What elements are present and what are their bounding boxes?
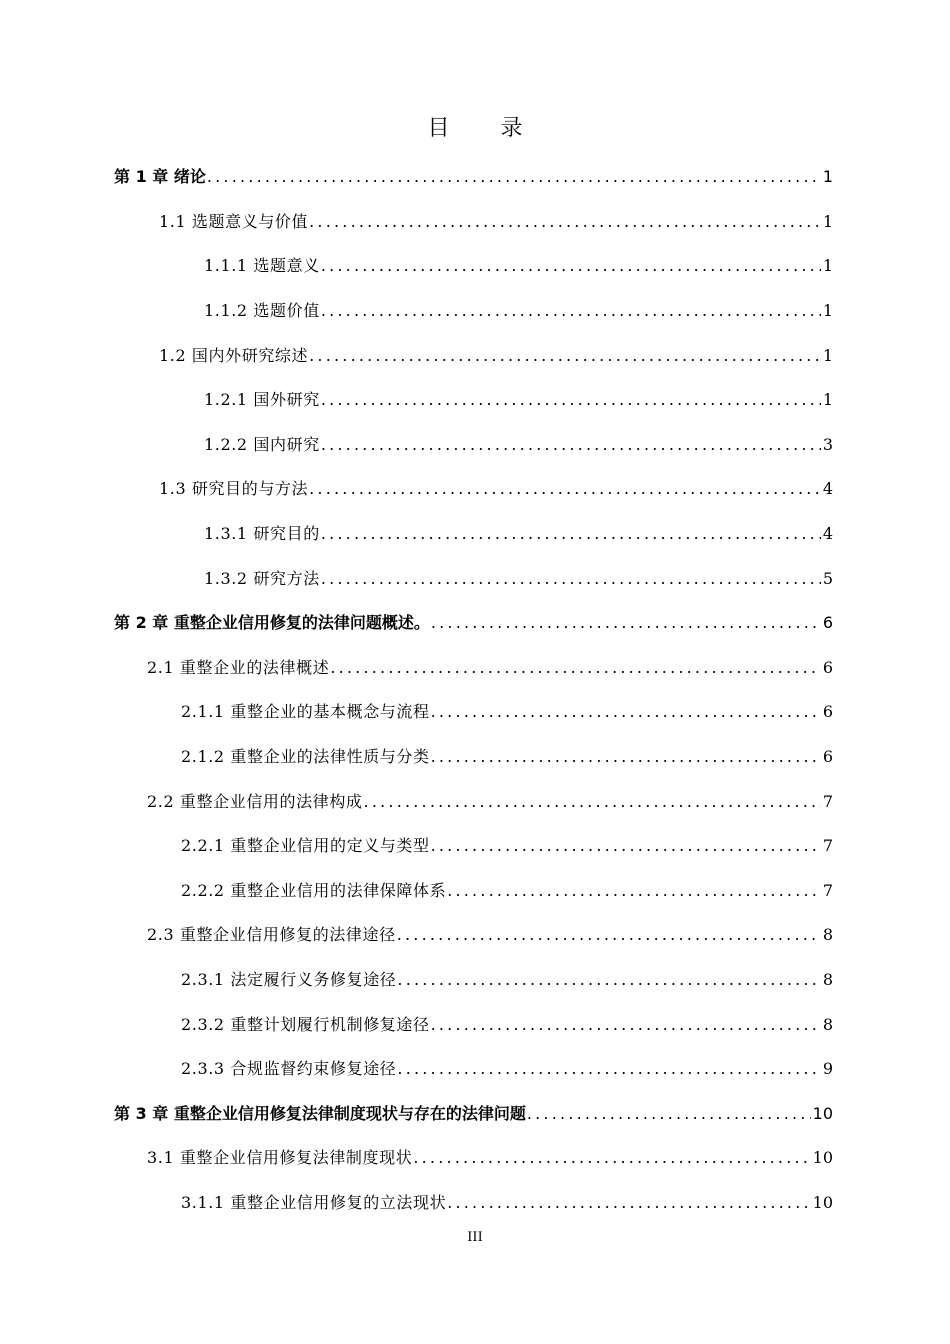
toc-dot-leader xyxy=(364,791,821,813)
toc-entry[interactable] xyxy=(0,779,950,824)
toc-entry-label: 2.1.2 重整企业的法律性质与分类 xyxy=(181,747,430,767)
toc-entry-label: 第 2 章 重整企业信用修复的法律问题概述。 xyxy=(114,613,430,633)
toc-entry[interactable] xyxy=(0,690,950,735)
toc-entry-label: 2.3.3 合规监督约束修复途径 xyxy=(181,1059,397,1079)
toc-dot-leader xyxy=(321,568,821,590)
toc-entry-page: 1 xyxy=(822,256,833,276)
toc-entry-page: 1 xyxy=(822,301,833,321)
toc-entry-page: 8 xyxy=(822,969,833,989)
toc-entry[interactable] xyxy=(0,913,950,958)
toc-entry-label: 3.1.1 重整企业信用修复的立法现状 xyxy=(181,1192,447,1212)
toc-dot-leader xyxy=(431,612,821,634)
toc-entry[interactable] xyxy=(0,333,950,378)
toc-entry-label: 1.1 选题意义与价值 xyxy=(159,211,309,231)
toc-dot-leader xyxy=(321,389,821,411)
toc-dot-leader xyxy=(309,211,821,233)
toc-entry-page: 7 xyxy=(822,880,833,900)
toc-entry-label: 2.3.1 法定履行义务修复途径 xyxy=(181,969,397,989)
toc-entry-label: 1.3 研究目的与方法 xyxy=(159,479,309,499)
toc-entry-label: 2.3 重整企业信用修复的法律途径 xyxy=(147,925,396,945)
toc-entry-label: 1.3.2 研究方法 xyxy=(204,568,320,588)
toc-entry-page: 10 xyxy=(812,1148,833,1168)
toc-entry[interactable] xyxy=(0,601,950,646)
toc-entry[interactable] xyxy=(0,1091,950,1136)
toc-entry-page: 8 xyxy=(822,1014,833,1034)
toc-entry-label: 1.2 国内外研究综述 xyxy=(159,345,309,365)
toc-entry-page: 7 xyxy=(822,836,833,856)
toc-entry-label: 1.3.1 研究目的 xyxy=(204,524,320,544)
toc-dot-leader xyxy=(447,880,821,902)
toc-entry-page: 1 xyxy=(822,345,833,365)
toc-entry-page: 1 xyxy=(822,390,833,410)
toc-dot-leader xyxy=(321,300,821,322)
toc-entry-page: 5 xyxy=(822,568,833,588)
toc-entry[interactable] xyxy=(0,958,950,1003)
toc-entry[interactable] xyxy=(0,467,950,512)
toc-entry-label: 2.2 重整企业信用的法律构成 xyxy=(147,791,363,811)
toc-entry-label: 第 3 章 重整企业信用修复法律制度现状与存在的法律问题 xyxy=(114,1103,526,1123)
toc-entry-page: 10 xyxy=(812,1103,833,1123)
toc-dot-leader xyxy=(397,924,821,946)
toc-dot-leader xyxy=(309,345,821,367)
toc-dot-leader xyxy=(447,1192,810,1214)
toc-entry-label: 2.3.2 重整计划履行机制修复途径 xyxy=(181,1014,430,1034)
toc-entry[interactable] xyxy=(0,378,950,423)
toc-entry[interactable] xyxy=(0,1047,950,1092)
toc-entry-label: 3.1 重整企业信用修复法律制度现状 xyxy=(147,1148,413,1168)
toc-entry-page: 6 xyxy=(822,613,833,633)
table-of-contents xyxy=(0,155,950,1225)
toc-dot-leader xyxy=(527,1103,811,1125)
toc-entry[interactable] xyxy=(0,824,950,869)
toc-dot-leader xyxy=(397,969,820,991)
toc-dot-leader xyxy=(321,255,821,277)
toc-entry-label: 2.1 重整企业的法律概述 xyxy=(147,657,330,677)
toc-dot-leader xyxy=(431,1014,821,1036)
toc-entry[interactable] xyxy=(0,556,950,601)
toc-dot-leader xyxy=(413,1147,810,1169)
toc-entry-label: 1.2.1 国外研究 xyxy=(204,390,320,410)
toc-entry[interactable] xyxy=(0,512,950,557)
toc-entry[interactable] xyxy=(0,200,950,245)
toc-dot-leader xyxy=(431,835,821,857)
toc-entry-page: 3 xyxy=(822,434,833,454)
toc-entry[interactable] xyxy=(0,1002,950,1047)
toc-entry[interactable] xyxy=(0,244,950,289)
toc-entry[interactable] xyxy=(0,735,950,780)
toc-entry[interactable] xyxy=(0,1181,950,1226)
toc-entry-page: 4 xyxy=(822,479,833,499)
toc-entry[interactable] xyxy=(0,646,950,691)
toc-dot-leader xyxy=(321,523,821,545)
toc-entry[interactable] xyxy=(0,1136,950,1181)
toc-entry-page: 10 xyxy=(812,1192,833,1212)
toc-dot-leader xyxy=(207,166,821,188)
toc-entry-page: 1 xyxy=(822,211,833,231)
toc-dot-leader xyxy=(431,746,821,768)
toc-entry-page: 7 xyxy=(822,791,833,811)
toc-entry-label: 2.1.1 重整企业的基本概念与流程 xyxy=(181,702,430,722)
toc-entry-label: 2.2.2 重整企业信用的法律保障体系 xyxy=(181,880,447,900)
toc-entry-page: 6 xyxy=(822,702,833,722)
toc-entry-label: 1.1.2 选题价值 xyxy=(204,301,320,321)
toc-entry[interactable] xyxy=(0,155,950,200)
toc-entry-label: 1.1.1 选题意义 xyxy=(204,256,320,276)
toc-entry-page: 9 xyxy=(822,1059,833,1079)
toc-dot-leader xyxy=(397,1058,820,1080)
toc-entry-page: 1 xyxy=(822,167,833,187)
page-number: III xyxy=(467,1230,483,1245)
toc-dot-leader xyxy=(431,701,821,723)
toc-entry-page: 6 xyxy=(822,747,833,767)
toc-entry[interactable] xyxy=(0,869,950,914)
toc-entry[interactable] xyxy=(0,423,950,468)
toc-entry-label: 第 1 章 绪论 xyxy=(114,167,206,187)
toc-entry-label: 1.2.2 国内研究 xyxy=(204,434,320,454)
toc-dot-leader xyxy=(330,657,820,679)
document-title: 目 录 xyxy=(427,116,545,141)
toc-dot-leader xyxy=(321,434,821,456)
toc-entry-label: 2.2.1 重整企业信用的定义与类型 xyxy=(181,836,430,856)
toc-entry-page: 8 xyxy=(822,925,833,945)
toc-dot-leader xyxy=(309,478,821,500)
toc-entry-page: 4 xyxy=(822,524,833,544)
toc-entry[interactable] xyxy=(0,289,950,334)
toc-entry-page: 6 xyxy=(822,657,833,677)
